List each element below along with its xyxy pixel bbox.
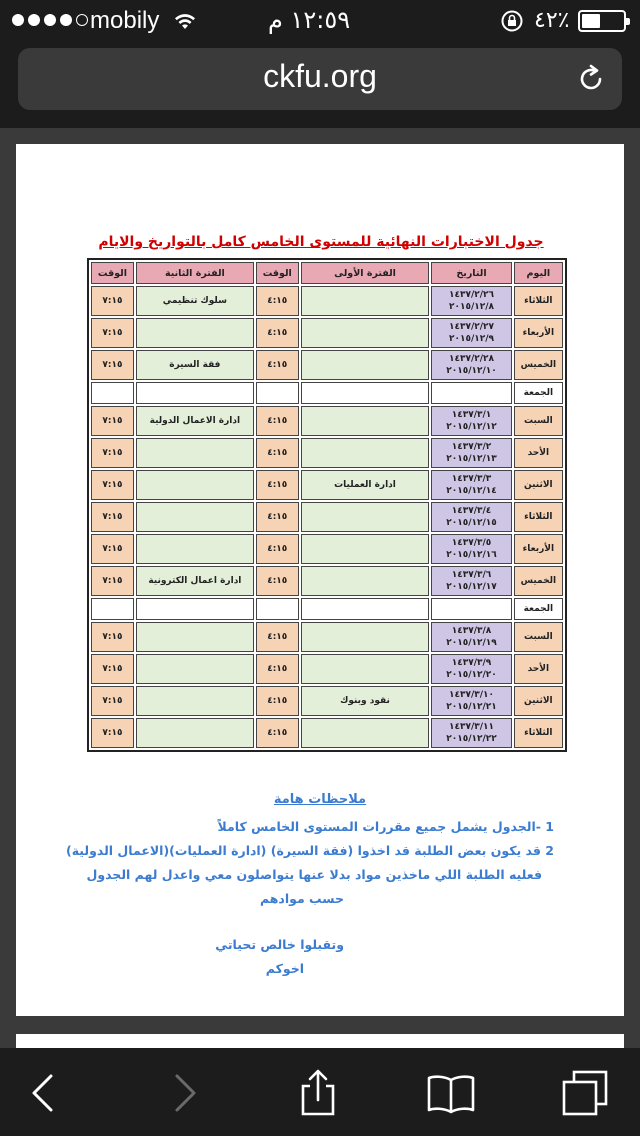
table-row bbox=[91, 350, 563, 380]
period2-cell: ادارة الاعمال الدولية bbox=[136, 406, 254, 436]
period1-cell bbox=[301, 406, 430, 436]
period2-cell: سلوك تنظيمي bbox=[136, 286, 254, 316]
time2-cell: ٧:١٥ bbox=[91, 534, 134, 564]
period1-cell bbox=[301, 598, 430, 620]
time1-cell: ٤:١٥ bbox=[256, 502, 299, 532]
time2-cell: ٧:١٥ bbox=[91, 406, 134, 436]
tabs-icon[interactable] bbox=[560, 1068, 610, 1118]
date-cell bbox=[431, 382, 511, 404]
time1-cell: ٤:١٥ bbox=[256, 718, 299, 748]
document-title: جدول الاختبارات النهائية للمستوى الخامس كامل بالتواريخ والايام bbox=[98, 234, 544, 250]
period1-cell: نقود وبنوك bbox=[301, 686, 430, 716]
header-period1: الفترة الأولى bbox=[301, 262, 430, 284]
date-cell bbox=[431, 534, 511, 564]
header-date: التاريخ bbox=[431, 262, 511, 284]
table-row bbox=[91, 286, 563, 316]
time1-cell: ٤:١٥ bbox=[256, 534, 299, 564]
hijri-date: ١٤٣٧/٣/٥ bbox=[451, 538, 492, 548]
note-3: فعليه الطلبة اللي ماخذين مواد بدلا عنها يتواصلون معي واعدل لهم الجدول bbox=[86, 867, 542, 882]
time1-cell: ٤:١٥ bbox=[256, 470, 299, 500]
hijri-date: ١٤٣٧/٣/١ bbox=[451, 410, 492, 420]
table-row bbox=[91, 406, 563, 436]
period2-cell bbox=[136, 686, 254, 716]
date-cell bbox=[431, 318, 511, 348]
day-cell: الاثنين bbox=[514, 686, 563, 716]
period1-cell bbox=[301, 286, 430, 316]
next-page bbox=[16, 1034, 624, 1048]
gregorian-date: ٢٠١٥/١٢/١٢ bbox=[446, 422, 497, 432]
table-row bbox=[91, 718, 563, 748]
back-icon[interactable] bbox=[20, 1068, 70, 1118]
hijri-date: ١٤٣٧/٣/٣ bbox=[451, 474, 492, 484]
period1-cell bbox=[301, 566, 430, 596]
gregorian-date: ٢٠١٥/١٢/١٧ bbox=[446, 582, 497, 592]
date-cell bbox=[431, 566, 511, 596]
gregorian-date: ٢٠١٥/١٢/١٠ bbox=[446, 366, 497, 376]
time2-cell: ٧:١٥ bbox=[91, 686, 134, 716]
date-cell bbox=[431, 598, 511, 620]
gregorian-date: ٢٠١٥/١٢/٢١ bbox=[446, 702, 497, 712]
time1-cell: ٤:١٥ bbox=[256, 350, 299, 380]
date-cell bbox=[431, 622, 511, 652]
day-cell: الثلاثاء bbox=[514, 286, 563, 316]
time1-cell bbox=[256, 598, 299, 620]
table-row bbox=[91, 654, 563, 684]
table-row bbox=[91, 470, 563, 500]
note-1: 1 -الجدول يشمل جميع مقررات المستوى الخامس كاملاً bbox=[217, 819, 554, 834]
time2-cell: ٧:١٥ bbox=[91, 286, 134, 316]
time2-cell: ٧:١٥ bbox=[91, 502, 134, 532]
note-4: حسب موادهم bbox=[259, 891, 344, 906]
date-cell bbox=[431, 406, 511, 436]
period2-cell bbox=[136, 534, 254, 564]
table-row bbox=[91, 534, 563, 564]
hijri-date: ١٤٣٧/٣/٤ bbox=[451, 506, 492, 516]
table-row bbox=[91, 318, 563, 348]
period2-cell bbox=[136, 438, 254, 468]
time2-cell: ٧:١٥ bbox=[91, 470, 134, 500]
gregorian-date: ٢٠١٥/١٢/٢٢ bbox=[446, 734, 497, 744]
gregorian-date: ٢٠١٥/١٢/١٩ bbox=[446, 638, 497, 648]
period1-cell bbox=[301, 382, 430, 404]
period2-cell bbox=[136, 502, 254, 532]
day-cell: الثلاثاء bbox=[514, 502, 563, 532]
date-cell bbox=[431, 438, 511, 468]
period1-cell bbox=[301, 622, 430, 652]
hijri-date: ١٤٣٧/٢/٢٦ bbox=[448, 290, 495, 300]
gregorian-date: ٢٠١٥/١٢/٩ bbox=[448, 334, 495, 344]
closing-text: وتقبلوا خالص تحياتي bbox=[215, 937, 344, 952]
bookmarks-icon[interactable] bbox=[426, 1068, 476, 1118]
url-text[interactable]: ckfu.org bbox=[263, 58, 377, 94]
time1-cell bbox=[256, 382, 299, 404]
time1-cell: ٤:١٥ bbox=[256, 286, 299, 316]
hijri-date: ١٤٣٧/٢/٢٨ bbox=[448, 354, 495, 364]
day-cell: الخميس bbox=[514, 566, 563, 596]
day-cell: الأربعاء bbox=[514, 318, 563, 348]
hijri-date: ١٤٣٧/٣/١١ bbox=[448, 722, 495, 732]
rotation-lock-icon bbox=[500, 9, 524, 33]
period2-cell bbox=[136, 598, 254, 620]
carrier-name: mobily bbox=[90, 7, 160, 34]
hijri-date: ١٤٣٧/٣/٨ bbox=[451, 626, 492, 636]
period2-cell bbox=[136, 470, 254, 500]
table-row bbox=[91, 566, 563, 596]
period1-cell bbox=[301, 502, 430, 532]
date-cell bbox=[431, 654, 511, 684]
period1-cell bbox=[301, 654, 430, 684]
hijri-date: ١٤٣٧/٣/٩ bbox=[451, 658, 492, 668]
time1-cell: ٤:١٥ bbox=[256, 686, 299, 716]
battery-percentage: ٤٢٪ bbox=[534, 8, 570, 33]
time2-cell: ٧:١٥ bbox=[91, 350, 134, 380]
time1-cell: ٤:١٥ bbox=[256, 654, 299, 684]
signature-text: اخوكم bbox=[265, 961, 304, 976]
day-cell: الأحد bbox=[514, 654, 563, 684]
gregorian-date: ٢٠١٥/١٢/١٤ bbox=[446, 486, 497, 496]
address-bar[interactable] bbox=[18, 48, 622, 110]
day-cell: الأحد bbox=[514, 438, 563, 468]
header-day: اليوم bbox=[514, 262, 563, 284]
date-cell bbox=[431, 286, 511, 316]
day-cell: الجمعة bbox=[514, 598, 563, 620]
day-cell: السبت bbox=[514, 406, 563, 436]
reload-icon[interactable] bbox=[576, 64, 606, 94]
period2-cell bbox=[136, 718, 254, 748]
time1-cell: ٤:١٥ bbox=[256, 318, 299, 348]
table-row bbox=[91, 622, 563, 652]
gregorian-date: ٢٠١٥/١٢/١٦ bbox=[446, 550, 497, 560]
time2-cell: ٧:١٥ bbox=[91, 318, 134, 348]
period1-cell: ادارة العمليات bbox=[301, 470, 430, 500]
day-cell: الخميس bbox=[514, 350, 563, 380]
period2-cell: فقة السيرة bbox=[136, 350, 254, 380]
web-content[interactable] bbox=[0, 128, 640, 1048]
hijri-date: ١٤٣٧/٢/٢٧ bbox=[448, 322, 495, 332]
table-header-row bbox=[91, 262, 563, 284]
share-icon[interactable] bbox=[293, 1068, 343, 1118]
time1-cell: ٤:١٥ bbox=[256, 622, 299, 652]
battery-icon bbox=[578, 10, 626, 32]
time2-cell: ٧:١٥ bbox=[91, 622, 134, 652]
forward-icon[interactable] bbox=[158, 1068, 208, 1118]
date-cell bbox=[431, 350, 511, 380]
period2-cell bbox=[136, 318, 254, 348]
clock: ١٢:٥٩ م bbox=[268, 6, 351, 34]
date-cell bbox=[431, 686, 511, 716]
table-row bbox=[91, 382, 563, 404]
document-page bbox=[16, 144, 624, 1016]
gregorian-date: ٢٠١٥/١٢/١٥ bbox=[446, 518, 497, 528]
date-cell bbox=[431, 470, 511, 500]
period1-cell bbox=[301, 318, 430, 348]
table-row bbox=[91, 686, 563, 716]
gregorian-date: ٢٠١٥/١٢/٢٠ bbox=[446, 670, 497, 680]
day-cell: الثلاثاء bbox=[514, 718, 563, 748]
time2-cell: ٧:١٥ bbox=[91, 438, 134, 468]
status-bar bbox=[0, 0, 640, 40]
day-cell: الجمعة bbox=[514, 382, 563, 404]
time2-cell: ٧:١٥ bbox=[91, 566, 134, 596]
period2-cell bbox=[136, 622, 254, 652]
time1-cell: ٤:١٥ bbox=[256, 566, 299, 596]
note-2: 2 قد يكون بعض الطلبة قد اخذوا (فقة السيرة) (ادارة العمليات)(الاعمال الدولية) bbox=[66, 843, 554, 858]
table-row bbox=[91, 502, 563, 532]
period1-cell bbox=[301, 438, 430, 468]
day-cell: الاثنين bbox=[514, 470, 563, 500]
period1-cell bbox=[301, 350, 430, 380]
date-cell bbox=[431, 718, 511, 748]
time2-cell bbox=[91, 598, 134, 620]
table-row bbox=[91, 438, 563, 468]
table-row bbox=[91, 598, 563, 620]
time2-cell: ٧:١٥ bbox=[91, 718, 134, 748]
time2-cell bbox=[91, 382, 134, 404]
day-cell: السبت bbox=[514, 622, 563, 652]
hijri-date: ١٤٣٧/٣/٢ bbox=[451, 442, 492, 452]
period2-cell bbox=[136, 382, 254, 404]
hijri-date: ١٤٣٧/٣/٦ bbox=[451, 570, 492, 580]
gregorian-date: ٢٠١٥/١٢/٨ bbox=[448, 302, 495, 312]
period2-cell bbox=[136, 654, 254, 684]
browser-toolbar bbox=[0, 1048, 640, 1136]
period1-cell bbox=[301, 718, 430, 748]
gregorian-date: ٢٠١٥/١٢/١٣ bbox=[446, 454, 497, 464]
header-time1: الوقت bbox=[256, 262, 299, 284]
header-period2: الفترة الثانية bbox=[136, 262, 254, 284]
period1-cell bbox=[301, 534, 430, 564]
hijri-date: ١٤٣٧/٣/١٠ bbox=[448, 690, 495, 700]
notes-title: ملاحظات هامة bbox=[273, 792, 367, 807]
header-time2: الوقت bbox=[91, 262, 134, 284]
notes-section bbox=[36, 792, 604, 981]
day-cell: الأربعاء bbox=[514, 534, 563, 564]
period2-cell: ادارة اعمال الكترونية bbox=[136, 566, 254, 596]
time1-cell: ٤:١٥ bbox=[256, 406, 299, 436]
time1-cell: ٤:١٥ bbox=[256, 438, 299, 468]
date-cell bbox=[431, 502, 511, 532]
signal-strength-icon bbox=[12, 14, 88, 26]
exam-schedule-table bbox=[87, 258, 567, 752]
wifi-icon bbox=[174, 12, 196, 30]
time2-cell: ٧:١٥ bbox=[91, 654, 134, 684]
